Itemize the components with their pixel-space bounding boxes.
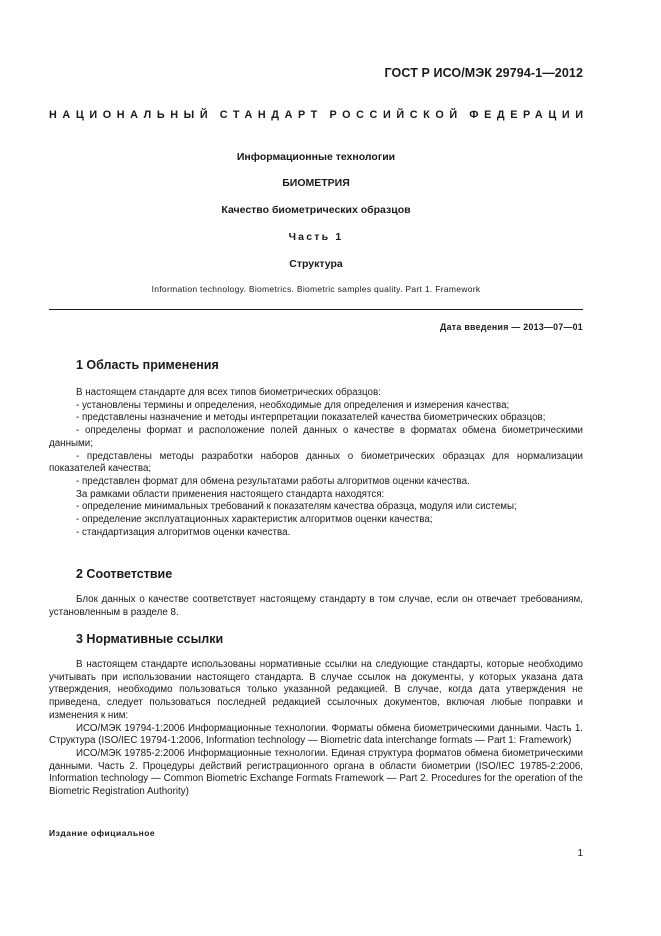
section-heading: 2 Соответствие [76,567,173,581]
paragraph: - установлены термины и определения, необходимые для определения и измерения качества; [76,399,510,411]
introduction-date: Дата введения — 2013—07—01 [440,322,583,332]
paragraph: - представлен формат для обмена результатами работы алгоритмов оценки качества. [76,475,470,487]
title-line-1: Информационные технологии [236,151,396,163]
english-title: Information technology. Biometrics. Biometric samples quality. Part 1. Framework [151,284,481,294]
paragraph: - определение минимальных требований к показателям качества образца, модуля или системы; [76,501,517,513]
paragraph: В настоящем стандарте использованы нормативные ссылки на следующие стандарты, которые необходимо учитывать при использовании настоящего стандарта. В случае ссылок на документы, у которых указана дата утверждения, необходимо пользоваться только указанной редакцией. В случае, когда дата утверждения не приведена, следует пользоваться последней редакцией ссылочных документов, включая любые поправки и изменения к ним: [49,659,583,721]
paragraph: Блок данных о качестве соответствует настоящему стандарту в том случае, если он отвечает требованиям, установленным в разделе 8. [49,594,583,618]
national-standard-banner [49,109,589,121]
paragraph: - стандартизация алгоритмов оценки качества. [76,526,291,538]
paragraph: ИСО/МЭК 19794-1:2006 Информационные технологии. Форматы обмена биометрическими данными. Часть 1. Структура (ISO/IEC 19794-1:2006, Information technology — Biometric data interchange formats — Part 1: Framework) [49,722,583,747]
part-label: Часть 1 [288,231,344,243]
section-heading: 1 Область применения [76,358,219,372]
paragraph: За рамками области применения настоящего стандарта находятся: [76,488,385,500]
paragraph: - представлены назначение и методы интерпретации показателей качества биометрических образцов; [76,412,546,424]
section-body [49,387,583,539]
paragraph: В настоящем стандарте для всех типов биометрических образцов: [76,387,381,398]
paragraph: ИСО/МЭК 19785-2:2006 Информационные технологии. Единая структура форматов обмена биометрическими данными. Часть 2. Процедуры действий регистрационного органа в области биометрии (ISO/IEC 19785-2:2006, Information technology — Common Biometric Exchange Formats Framework — Part 2. Procedures for the operation of the Biometric Registration Authority) [49,747,583,798]
paragraph: - определение эксплуатационных характеристик алгоритмов оценки качества; [76,514,433,526]
banner-word: РОССИЙСКОЙ [329,109,463,121]
title-line-2: БИОМЕТРИЯ [282,177,350,189]
section-body [49,659,583,799]
title-line-3: Качество биометрических образцов [221,204,411,216]
edition-label: Издание официальное [49,828,156,838]
subtitle: Структура [289,258,343,270]
section-heading: 3 Нормативные ссылки [76,632,224,646]
paragraph: - представлены методы разработки наборов данных о биометрических образцах для нормализации показателей качества; [49,450,583,475]
page-number: 1 [577,848,583,859]
banner-word: НАЦИОНАЛЬНЫЙ [49,109,214,121]
banner-word: ФЕДЕРАЦИИ [469,109,589,121]
paragraph: - определены формат и расположение полей данных о качестве в форматах обмена биометрическими данными; [49,425,583,449]
document-code: ГОСТ Р ИСО/МЭК 29794-1—2012 [384,66,583,80]
title-divider [49,309,583,310]
banner-word: СТАНДАРТ [219,109,323,121]
section-body [49,594,583,619]
